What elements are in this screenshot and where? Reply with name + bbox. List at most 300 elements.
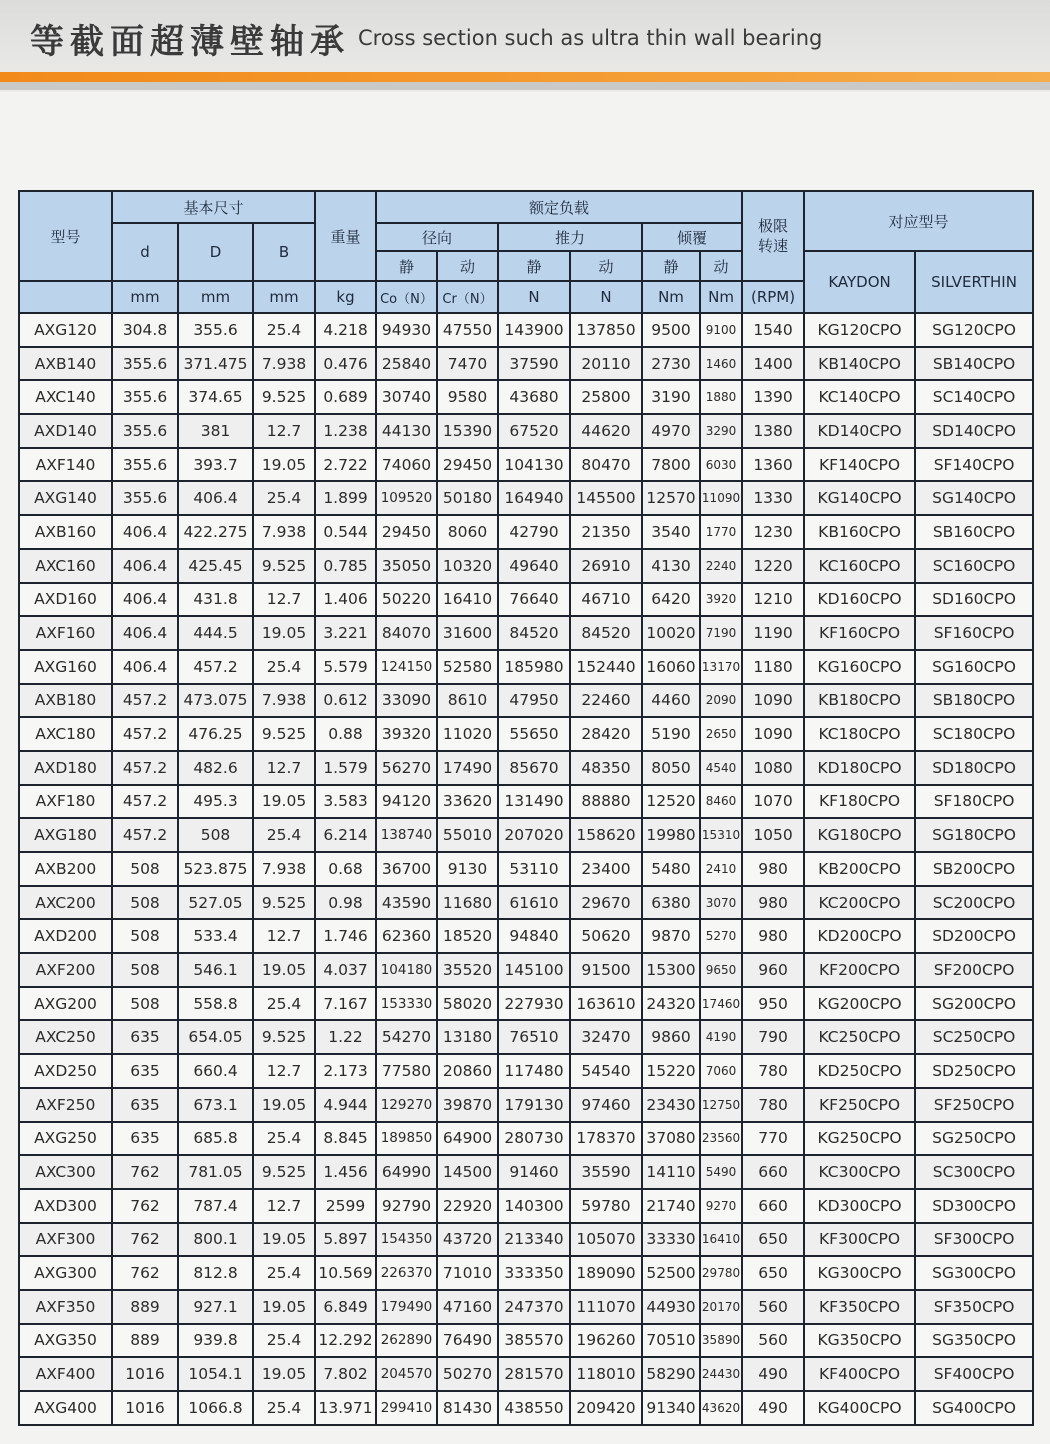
equivalent-model-cell: KD250CPO	[804, 1054, 915, 1088]
value-cell: 35590	[570, 1155, 642, 1189]
table-row	[19, 347, 1033, 381]
equivalent-model-cell: KB160CPO	[804, 515, 915, 549]
model-cell: AXF300	[19, 1223, 112, 1257]
value-cell: 650	[742, 1223, 804, 1257]
value-cell: 762	[112, 1223, 178, 1257]
value-cell: 762	[112, 1256, 178, 1290]
table-body	[19, 313, 1033, 1425]
value-cell: 12.7	[253, 414, 315, 448]
model-cell: AXF200	[19, 953, 112, 987]
model-cell: AXC160	[19, 549, 112, 583]
header-tilt: 倾覆	[642, 223, 742, 251]
value-cell: 35520	[437, 953, 498, 987]
value-cell: 422.275	[178, 515, 253, 549]
equivalent-model-cell: KB200CPO	[804, 852, 915, 886]
equivalent-model-cell: KC140CPO	[804, 380, 915, 414]
value-cell: 438550	[498, 1391, 570, 1425]
value-cell: 527.05	[178, 886, 253, 920]
model-cell: AXC200	[19, 886, 112, 920]
value-cell: 0.476	[315, 347, 376, 381]
value-cell: 980	[742, 919, 804, 953]
header-thrust-dynamic: 动	[570, 251, 642, 281]
value-cell: 7190	[700, 616, 742, 650]
value-cell: 457.2	[112, 717, 178, 751]
value-cell: 19.05	[253, 1088, 315, 1122]
value-cell: 406.4	[112, 583, 178, 617]
table-row	[19, 818, 1033, 852]
value-cell: 812.8	[178, 1256, 253, 1290]
value-cell: 9870	[642, 919, 700, 953]
equivalent-model-cell: SC300CPO	[915, 1155, 1033, 1189]
value-cell: 304.8	[112, 313, 178, 347]
model-cell: AXG300	[19, 1256, 112, 1290]
equivalent-model-cell: SF200CPO	[915, 953, 1033, 987]
value-cell: 457.2	[112, 684, 178, 718]
value-cell: 145500	[570, 481, 642, 515]
value-cell: 77580	[376, 1054, 437, 1088]
value-cell: 355.6	[112, 448, 178, 482]
equivalent-model-cell: SD180CPO	[915, 751, 1033, 785]
unit-cell: Cr（N）	[437, 281, 498, 313]
value-cell: 950	[742, 987, 804, 1021]
value-cell: 30740	[376, 380, 437, 414]
value-cell: 1180	[742, 650, 804, 684]
value-cell: 43590	[376, 886, 437, 920]
value-cell: 111070	[570, 1290, 642, 1324]
value-cell: 685.8	[178, 1122, 253, 1156]
value-cell: 91500	[570, 953, 642, 987]
value-cell: 374.65	[178, 380, 253, 414]
header-silverthin: SILVERTHIN	[915, 251, 1033, 313]
value-cell: 425.45	[178, 549, 253, 583]
equivalent-model-cell: KB180CPO	[804, 684, 915, 718]
value-cell: 39870	[437, 1088, 498, 1122]
value-cell: 189850	[376, 1122, 437, 1156]
equivalent-model-cell: SD140CPO	[915, 414, 1033, 448]
model-cell: AXG180	[19, 818, 112, 852]
unit-cell: (RPM)	[742, 281, 804, 313]
value-cell: 25.4	[253, 313, 315, 347]
equivalent-model-cell: SG350CPO	[915, 1324, 1033, 1358]
equivalent-model-cell: SC160CPO	[915, 549, 1033, 583]
value-cell: 153330	[376, 987, 437, 1021]
value-cell: 13.971	[315, 1391, 376, 1425]
value-cell: 406.4	[112, 616, 178, 650]
value-cell: 84520	[498, 616, 570, 650]
value-cell: 209420	[570, 1391, 642, 1425]
value-cell: 19.05	[253, 1290, 315, 1324]
value-cell: 3070	[700, 886, 742, 920]
value-cell: 1.579	[315, 751, 376, 785]
value-cell: 654.05	[178, 1020, 253, 1054]
value-cell: 97460	[570, 1088, 642, 1122]
value-cell: 10.569	[315, 1256, 376, 1290]
value-cell: 889	[112, 1290, 178, 1324]
value-cell: 19980	[642, 818, 700, 852]
value-cell: 9.525	[253, 1155, 315, 1189]
value-cell: 5270	[700, 919, 742, 953]
value-cell: 247370	[498, 1290, 570, 1324]
value-cell: 0.785	[315, 549, 376, 583]
value-cell: 19.05	[253, 953, 315, 987]
value-cell: 9130	[437, 852, 498, 886]
equivalent-model-cell: KD140CPO	[804, 414, 915, 448]
table-row	[19, 414, 1033, 448]
model-cell: AXD140	[19, 414, 112, 448]
value-cell: 54540	[570, 1054, 642, 1088]
value-cell: 355.6	[178, 313, 253, 347]
value-cell: 6030	[700, 448, 742, 482]
value-cell: 6420	[642, 583, 700, 617]
value-cell: 37080	[642, 1122, 700, 1156]
value-cell: 1090	[742, 684, 804, 718]
value-cell: 7.938	[253, 515, 315, 549]
value-cell: 11020	[437, 717, 498, 751]
value-cell: 2730	[642, 347, 700, 381]
value-cell: 13180	[437, 1020, 498, 1054]
equivalent-model-cell: KC200CPO	[804, 886, 915, 920]
table-row	[19, 717, 1033, 751]
model-cell: AXG400	[19, 1391, 112, 1425]
equivalent-model-cell: KG180CPO	[804, 818, 915, 852]
table-row	[19, 751, 1033, 785]
equivalent-model-cell: KG250CPO	[804, 1122, 915, 1156]
header-B: B	[253, 223, 315, 281]
value-cell: 84520	[570, 616, 642, 650]
value-cell: 12.7	[253, 751, 315, 785]
table-row	[19, 1357, 1033, 1391]
table-row	[19, 1122, 1033, 1156]
value-cell: 780	[742, 1088, 804, 1122]
value-cell: 333350	[498, 1256, 570, 1290]
units-model-blank	[19, 281, 112, 313]
value-cell: 37590	[498, 347, 570, 381]
value-cell: 11680	[437, 886, 498, 920]
value-cell: 560	[742, 1324, 804, 1358]
value-cell: 23560	[700, 1122, 742, 1156]
equivalent-model-cell: SB160CPO	[915, 515, 1033, 549]
table-row	[19, 1223, 1033, 1257]
value-cell: 355.6	[112, 481, 178, 515]
value-cell: 5490	[700, 1155, 742, 1189]
value-cell: 1.406	[315, 583, 376, 617]
value-cell: 457.2	[112, 785, 178, 819]
model-cell: AXF140	[19, 448, 112, 482]
equivalent-model-cell: SC250CPO	[915, 1020, 1033, 1054]
equivalent-model-cell: KG160CPO	[804, 650, 915, 684]
value-cell: 31600	[437, 616, 498, 650]
value-cell: 61610	[498, 886, 570, 920]
bearing-spec-table	[18, 190, 1034, 1426]
value-cell: 780	[742, 1054, 804, 1088]
value-cell: 2650	[700, 717, 742, 751]
value-cell: 9.525	[253, 380, 315, 414]
value-cell: 1360	[742, 448, 804, 482]
value-cell: 189090	[570, 1256, 642, 1290]
value-cell: 42790	[498, 515, 570, 549]
equivalent-model-cell: KF250CPO	[804, 1088, 915, 1122]
model-cell: AXD300	[19, 1189, 112, 1223]
value-cell: 43680	[498, 380, 570, 414]
value-cell: 1.746	[315, 919, 376, 953]
table-row	[19, 1054, 1033, 1088]
header-model: 型号	[19, 191, 112, 281]
equivalent-model-cell: KD180CPO	[804, 751, 915, 785]
value-cell: 154350	[376, 1223, 437, 1257]
value-cell: 1016	[112, 1357, 178, 1391]
value-cell: 7.938	[253, 347, 315, 381]
value-cell: 673.1	[178, 1088, 253, 1122]
value-cell: 1220	[742, 549, 804, 583]
value-cell: 88880	[570, 785, 642, 819]
value-cell: 35890	[700, 1324, 742, 1358]
table-row	[19, 785, 1033, 819]
value-cell: 35050	[376, 549, 437, 583]
value-cell: 635	[112, 1020, 178, 1054]
value-cell: 762	[112, 1155, 178, 1189]
unit-cell: N	[570, 281, 642, 313]
model-cell: AXC180	[19, 717, 112, 751]
value-cell: 84070	[376, 616, 437, 650]
value-cell: 52580	[437, 650, 498, 684]
table-row	[19, 1020, 1033, 1054]
value-cell: 24320	[642, 987, 700, 1021]
value-cell: 19.05	[253, 1223, 315, 1257]
table-row	[19, 1088, 1033, 1122]
value-cell: 76640	[498, 583, 570, 617]
value-cell: 25.4	[253, 1391, 315, 1425]
value-cell: 1016	[112, 1391, 178, 1425]
equivalent-model-cell: KF160CPO	[804, 616, 915, 650]
value-cell: 56270	[376, 751, 437, 785]
value-cell: 4.037	[315, 953, 376, 987]
value-cell: 196260	[570, 1324, 642, 1358]
value-cell: 12.7	[253, 1189, 315, 1223]
header-speed: 极限转速	[742, 191, 804, 281]
value-cell: 9860	[642, 1020, 700, 1054]
equivalent-model-cell: SF140CPO	[915, 448, 1033, 482]
value-cell: 787.4	[178, 1189, 253, 1223]
value-cell: 299410	[376, 1391, 437, 1425]
value-cell: 1.899	[315, 481, 376, 515]
header-radial-dynamic: 动	[437, 251, 498, 281]
equivalent-model-cell: SF350CPO	[915, 1290, 1033, 1324]
value-cell: 143900	[498, 313, 570, 347]
equivalent-model-cell: SG300CPO	[915, 1256, 1033, 1290]
value-cell: 9.525	[253, 549, 315, 583]
equivalent-model-cell: KC160CPO	[804, 549, 915, 583]
value-cell: 980	[742, 852, 804, 886]
header-tilt-static: 静	[642, 251, 700, 281]
equivalent-model-cell: SB180CPO	[915, 684, 1033, 718]
value-cell: 980	[742, 886, 804, 920]
page-header	[0, 0, 1050, 92]
value-cell: 9.525	[253, 886, 315, 920]
equivalent-model-cell: SD300CPO	[915, 1189, 1033, 1223]
header-kaydon: KAYDON	[804, 251, 915, 313]
value-cell: 7.938	[253, 684, 315, 718]
value-cell: 1230	[742, 515, 804, 549]
equivalent-model-cell: SF180CPO	[915, 785, 1033, 819]
table-row	[19, 549, 1033, 583]
value-cell: 533.4	[178, 919, 253, 953]
table-row	[19, 1324, 1033, 1358]
value-cell: 889	[112, 1324, 178, 1358]
value-cell: 9500	[642, 313, 700, 347]
value-cell: 7.802	[315, 1357, 376, 1391]
equivalent-model-cell: KF180CPO	[804, 785, 915, 819]
value-cell: 635	[112, 1088, 178, 1122]
value-cell: 64900	[437, 1122, 498, 1156]
equivalent-model-cell: SD200CPO	[915, 919, 1033, 953]
value-cell: 94840	[498, 919, 570, 953]
model-cell: AXF250	[19, 1088, 112, 1122]
value-cell: 0.612	[315, 684, 376, 718]
value-cell: 46710	[570, 583, 642, 617]
value-cell: 3.221	[315, 616, 376, 650]
value-cell: 385570	[498, 1324, 570, 1358]
value-cell: 23400	[570, 852, 642, 886]
value-cell: 92790	[376, 1189, 437, 1223]
value-cell: 371.475	[178, 347, 253, 381]
value-cell: 74060	[376, 448, 437, 482]
value-cell: 14110	[642, 1155, 700, 1189]
value-cell: 1390	[742, 380, 804, 414]
value-cell: 457.2	[112, 818, 178, 852]
equivalent-model-cell: SC200CPO	[915, 886, 1033, 920]
table-row	[19, 583, 1033, 617]
value-cell: 179490	[376, 1290, 437, 1324]
value-cell: 1080	[742, 751, 804, 785]
table-row	[19, 515, 1033, 549]
value-cell: 762	[112, 1189, 178, 1223]
header-radial-static: 静	[376, 251, 437, 281]
value-cell: 58020	[437, 987, 498, 1021]
model-cell: AXB200	[19, 852, 112, 886]
value-cell: 1054.1	[178, 1357, 253, 1391]
value-cell: 36700	[376, 852, 437, 886]
value-cell: 47950	[498, 684, 570, 718]
value-cell: 16410	[700, 1223, 742, 1257]
value-cell: 1540	[742, 313, 804, 347]
value-cell: 7.167	[315, 987, 376, 1021]
value-cell: 15300	[642, 953, 700, 987]
value-cell: 1.22	[315, 1020, 376, 1054]
equivalent-model-cell: KD200CPO	[804, 919, 915, 953]
equivalent-model-cell: SG250CPO	[915, 1122, 1033, 1156]
equivalent-model-cell: SG120CPO	[915, 313, 1033, 347]
value-cell: 105070	[570, 1223, 642, 1257]
value-cell: 406.4	[112, 549, 178, 583]
equivalent-model-cell: SG400CPO	[915, 1391, 1033, 1425]
equivalent-model-cell: SF300CPO	[915, 1223, 1033, 1257]
value-cell: 3920	[700, 583, 742, 617]
value-cell: 11090	[700, 481, 742, 515]
value-cell: 8060	[437, 515, 498, 549]
value-cell: 12750	[700, 1088, 742, 1122]
header-thrust: 推力	[498, 223, 642, 251]
value-cell: 43620	[700, 1391, 742, 1425]
header-dims-group: 基本尺寸	[112, 191, 315, 223]
value-cell: 47160	[437, 1290, 498, 1324]
equivalent-model-cell: KC180CPO	[804, 717, 915, 751]
equivalent-model-cell: KF350CPO	[804, 1290, 915, 1324]
equivalent-model-cell: SG180CPO	[915, 818, 1033, 852]
title-chinese: 等截面超薄壁轴承	[30, 22, 350, 62]
value-cell: 81430	[437, 1391, 498, 1425]
equivalent-model-cell: KF400CPO	[804, 1357, 915, 1391]
header-tilt-dynamic: 动	[700, 251, 742, 281]
value-cell: 473.075	[178, 684, 253, 718]
model-cell: AXD160	[19, 583, 112, 617]
value-cell: 16410	[437, 583, 498, 617]
value-cell: 0.689	[315, 380, 376, 414]
unit-cell: Nm	[642, 281, 700, 313]
value-cell: 12.7	[253, 1054, 315, 1088]
value-cell: 145100	[498, 953, 570, 987]
unit-cell: Co（N）	[376, 281, 437, 313]
value-cell: 508	[112, 886, 178, 920]
table-row	[19, 1290, 1033, 1324]
model-cell: AXF400	[19, 1357, 112, 1391]
value-cell: 381	[178, 414, 253, 448]
value-cell: 22920	[437, 1189, 498, 1223]
value-cell: 12.7	[253, 919, 315, 953]
value-cell: 47550	[437, 313, 498, 347]
value-cell: 53110	[498, 852, 570, 886]
model-cell: AXC140	[19, 380, 112, 414]
value-cell: 0.544	[315, 515, 376, 549]
value-cell: 164940	[498, 481, 570, 515]
value-cell: 508	[112, 987, 178, 1021]
value-cell: 3540	[642, 515, 700, 549]
header-load-group: 额定负载	[376, 191, 742, 223]
value-cell: 70510	[642, 1324, 700, 1358]
model-cell: AXD200	[19, 919, 112, 953]
value-cell: 25.4	[253, 481, 315, 515]
equivalent-model-cell: SG160CPO	[915, 650, 1033, 684]
value-cell: 495.3	[178, 785, 253, 819]
value-cell: 7060	[700, 1054, 742, 1088]
value-cell: 4540	[700, 751, 742, 785]
value-cell: 4460	[642, 684, 700, 718]
value-cell: 355.6	[112, 380, 178, 414]
model-cell: AXG200	[19, 987, 112, 1021]
value-cell: 43720	[437, 1223, 498, 1257]
value-cell: 12.7	[253, 583, 315, 617]
value-cell: 393.7	[178, 448, 253, 482]
value-cell: 54270	[376, 1020, 437, 1054]
model-cell: AXF160	[19, 616, 112, 650]
value-cell: 9.525	[253, 1020, 315, 1054]
value-cell: 15220	[642, 1054, 700, 1088]
value-cell: 9270	[700, 1189, 742, 1223]
value-cell: 179130	[498, 1088, 570, 1122]
value-cell: 7800	[642, 448, 700, 482]
value-cell: 18520	[437, 919, 498, 953]
value-cell: 1210	[742, 583, 804, 617]
value-cell: 939.8	[178, 1324, 253, 1358]
value-cell: 9.525	[253, 717, 315, 751]
model-cell: AXF180	[19, 785, 112, 819]
value-cell: 117480	[498, 1054, 570, 1088]
value-cell: 80470	[570, 448, 642, 482]
value-cell: 790	[742, 1020, 804, 1054]
value-cell: 457.2	[178, 650, 253, 684]
value-cell: 85670	[498, 751, 570, 785]
value-cell: 25.4	[253, 650, 315, 684]
value-cell: 523.875	[178, 852, 253, 886]
